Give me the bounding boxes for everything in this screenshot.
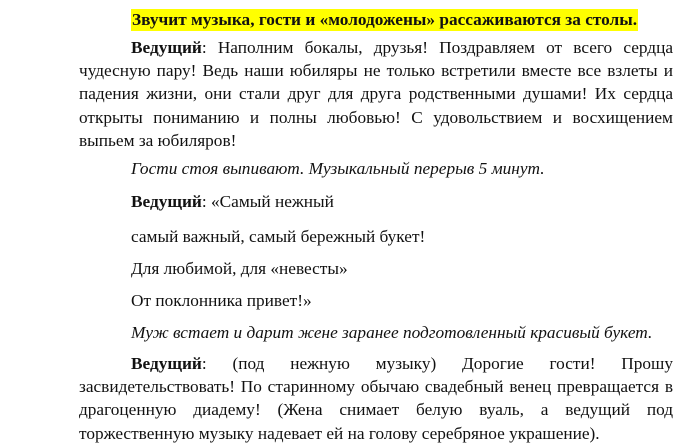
poem-text: «Самый нежный (206, 192, 334, 211)
speaker-label: Ведущий (131, 192, 202, 211)
poem-line-2: самый важный, самый бережный букет! (131, 227, 426, 246)
speaker-separator: : (201, 38, 207, 57)
host-toast-paragraph (79, 36, 673, 152)
paragraph-text: (под нежную музыку) Дорогие гости! Прошу засвидетельствовать! По старинному обычаю свадебный венец превращается в драгоценную диадему! (Жена снимает белую вуаль, а ведущий под торжественную музыку надевает ей на голову серебряное украшение). (79, 354, 673, 443)
host-tiara-paragraph (79, 352, 673, 445)
speaker-separator: : (201, 354, 207, 373)
poem-line-3: Для любимой, для «невесты» (131, 259, 348, 278)
highlighted-heading-text: Звучит музыка, гости и «молодожены» рассаживаются за столы. (132, 10, 638, 29)
speaker-separator: : (201, 192, 207, 211)
scene-heading (131, 9, 638, 31)
poem-line-1 (131, 191, 334, 213)
stage-direction-drinking: Гости стоя выпивают. Музыкальный перерыв 5 минут. (131, 159, 545, 178)
speaker-label: Ведущий (131, 38, 202, 57)
poem-line-4: От поклонника привет!» (131, 291, 312, 310)
stage-direction-bouquet: Муж встает и дарит жене заранее подготовленный красивый букет. (131, 323, 653, 342)
paragraph-text: Наполним бокалы, друзья! Поздравляем от всего сердца чудесную пару! Ведь наши юбиляры не только встретили вместе все взлеты и падения жизни, они стали друг для друга родственными душами! Их сердца открыты пониманию и полны любовью! С удовольствием и восхищением выпьем за юбиляров! (79, 38, 673, 150)
speaker-label: Ведущий (131, 354, 202, 373)
